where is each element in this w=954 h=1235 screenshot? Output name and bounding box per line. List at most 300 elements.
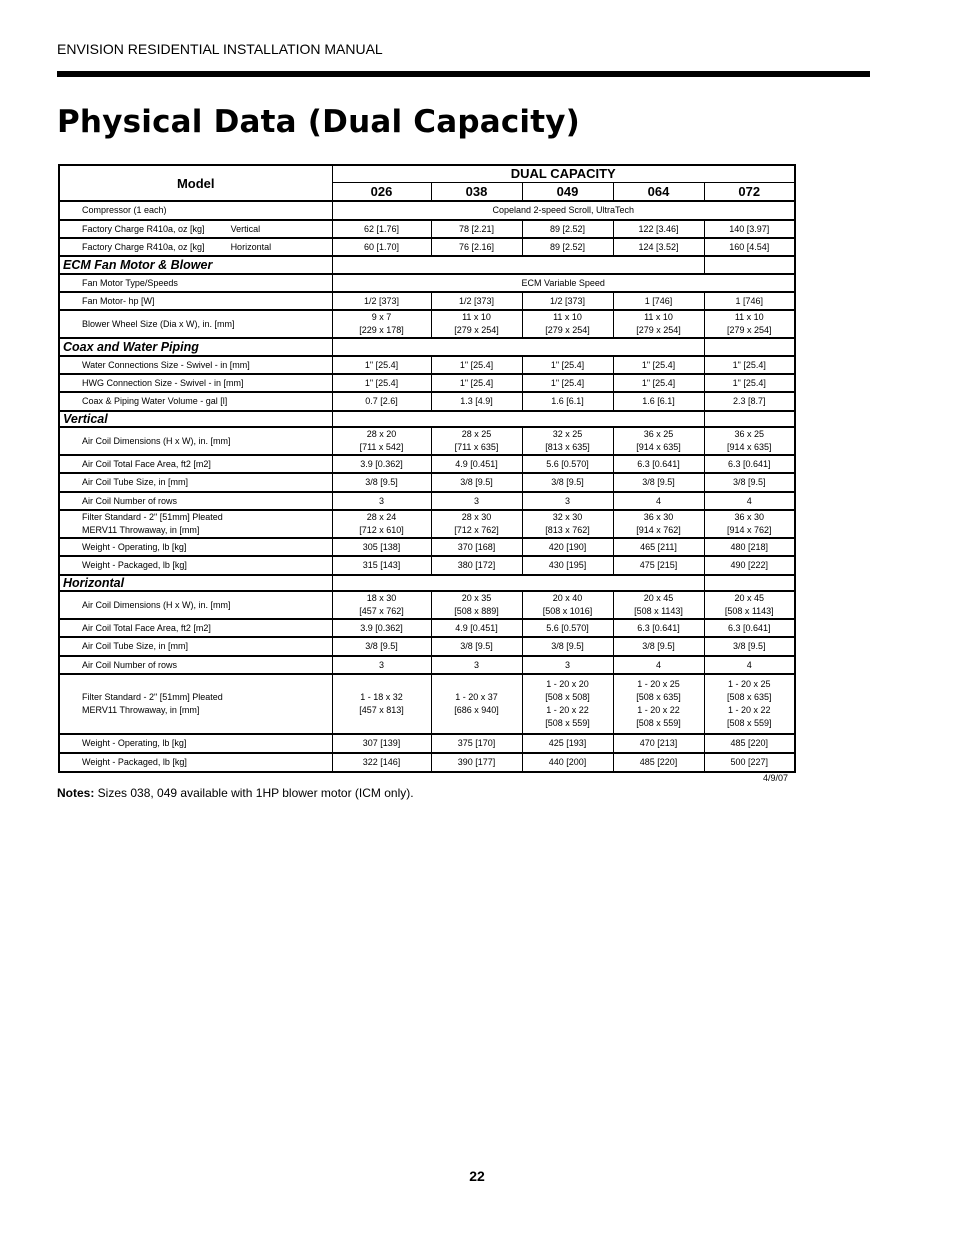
cell-line: [508 x 889] — [454, 606, 499, 616]
value-cell — [332, 591, 431, 619]
value-cell — [431, 392, 522, 411]
row-label — [59, 637, 332, 656]
cell-line: 36 x 30 — [734, 512, 765, 522]
table-row — [59, 753, 795, 772]
value-text: 430 [195] — [548, 560, 587, 570]
row-label-text: Weight - Operating, lb [kg] — [82, 738, 187, 748]
value-cell — [613, 238, 704, 256]
value-cell — [704, 753, 795, 772]
value-text: 3 — [473, 495, 479, 506]
value-cell — [704, 473, 795, 492]
value-cell — [332, 619, 431, 637]
row-label — [59, 274, 332, 292]
value-cell — [704, 492, 795, 510]
table-row — [59, 374, 795, 392]
value-cell — [332, 656, 431, 674]
cell-line: 1 - 20 x 25 — [727, 679, 771, 689]
cell-line: 11 x 10 — [734, 312, 764, 322]
value-cell — [613, 556, 704, 575]
table-row — [59, 356, 795, 374]
value-cell — [522, 753, 613, 772]
value-cell — [522, 427, 613, 455]
blank-cell — [332, 575, 704, 591]
cell-line: [508 x 635] — [636, 692, 681, 702]
cell-line: [279 x 254] — [545, 325, 590, 335]
cell-line: [712 x 610] — [359, 525, 404, 535]
value-cell — [704, 455, 795, 473]
cell-line: 20 x 40 — [552, 593, 583, 603]
value-text: 1.6 [6.1] — [551, 396, 584, 406]
value-text: 1/2 [373] — [549, 295, 586, 306]
row-label-text: Factory Charge R410a, oz [kg] — [82, 223, 205, 234]
value-cell — [431, 238, 522, 256]
value-cell — [332, 492, 431, 510]
value-text: 3.9 [0.362] — [360, 622, 403, 633]
table-row — [59, 292, 795, 310]
section-title — [59, 575, 332, 591]
value-cell — [522, 510, 613, 538]
value-cell — [613, 637, 704, 656]
value-cell — [431, 656, 522, 674]
value-cell — [704, 292, 795, 310]
value-cell — [613, 455, 704, 473]
value-cell — [332, 238, 431, 256]
cell-line: 1 - 20 x 37 — [455, 692, 498, 702]
row-label-text: Water Connections Size - Swivel - in [mm] — [82, 359, 250, 370]
table-row — [59, 492, 795, 510]
value-cell — [522, 734, 613, 753]
value-text: 4 — [746, 495, 752, 506]
value-cell — [431, 538, 522, 556]
value-text: 485 [220] — [730, 738, 769, 748]
value-cell — [332, 292, 431, 310]
value-text: 3/8 [9.5] — [642, 641, 675, 651]
table-row — [59, 734, 795, 753]
value-text: 124 [3.52] — [638, 241, 679, 252]
value-cell — [522, 538, 613, 556]
value-cell — [332, 734, 431, 753]
value-cell — [431, 619, 522, 637]
value-text: 420 [190] — [548, 541, 587, 552]
value-cell — [522, 238, 613, 256]
row-label — [59, 656, 332, 674]
cell-line: 28 x 25 — [461, 429, 492, 439]
value-text: 1" [25.4] — [364, 377, 399, 388]
value-text: 3 — [564, 495, 570, 506]
value-text: 485 [220] — [639, 757, 678, 767]
cell-line: 36 x 25 — [643, 429, 674, 439]
value-cell — [522, 392, 613, 411]
value-cell — [613, 392, 704, 411]
value-cell — [431, 591, 522, 619]
value-text: 1/2 [373] — [458, 295, 495, 306]
table-row — [59, 674, 795, 734]
value-cell — [332, 220, 431, 238]
value-cell — [613, 427, 704, 455]
table-row — [59, 238, 795, 256]
cell-line: 1 - 20 x 22 — [637, 705, 680, 715]
table-row — [59, 591, 795, 619]
value-cell — [332, 356, 431, 374]
row-label-text: Compressor (1 each) — [82, 205, 167, 215]
row-label-text: Air Coil Tube Size, in [mm] — [82, 477, 189, 487]
physical-data-table — [58, 164, 796, 773]
value-cell — [613, 356, 704, 374]
value-cell — [704, 427, 795, 455]
row-label — [59, 310, 332, 338]
cell-line: 28 x 20 — [366, 429, 397, 439]
blank-cell — [704, 411, 795, 427]
value-text: 5.6 [0.570] — [546, 458, 589, 469]
cell-line: [229 x 178] — [359, 325, 404, 335]
section-title — [59, 411, 332, 427]
value-text: 5.6 [0.570] — [546, 622, 589, 633]
row-label-text: Air Coil Total Face Area, ft2 [m2] — [82, 622, 211, 633]
value-cell — [522, 591, 613, 619]
header-rule — [57, 71, 870, 77]
value-cell — [522, 356, 613, 374]
value-text: 3 — [564, 659, 570, 670]
row-label — [59, 753, 332, 772]
table-row — [59, 427, 795, 455]
value-text: 62 [1.76] — [363, 223, 400, 234]
value-text: 390 [177] — [457, 757, 496, 767]
value-cell — [431, 292, 522, 310]
cell-line: 20 x 45 — [643, 593, 674, 603]
cell-line: MERV11 Throwaway, in [mm] — [82, 705, 200, 715]
row-label-text: Air Coil Tube Size, in [mm] — [82, 641, 189, 651]
section-row — [59, 256, 795, 274]
value-text: 375 [170] — [457, 738, 496, 748]
value-text: 60 [1.70] — [363, 241, 400, 252]
notes-label: Notes: — [57, 786, 95, 800]
value-text: 1 [746] — [644, 295, 673, 306]
cell-line: 18 x 30 — [366, 593, 397, 603]
table-row — [59, 538, 795, 556]
value-text: 4.9 [0.451] — [455, 458, 498, 469]
cell-line: [279 x 254] — [726, 325, 772, 335]
cell-line: [508 x 559] — [726, 718, 772, 728]
cell-line: MERV11 Throwaway, in [mm] — [82, 525, 200, 535]
value-text: 3/8 [9.5] — [732, 477, 766, 487]
value-cell — [522, 473, 613, 492]
value-cell — [613, 220, 704, 238]
value-text: 3/8 [9.5] — [551, 477, 584, 487]
value-cell — [431, 220, 522, 238]
value-text: 3/8 [9.5] — [460, 477, 493, 487]
value-cell — [522, 656, 613, 674]
cell-line: 36 x 30 — [643, 512, 674, 522]
value-cell — [431, 356, 522, 374]
value-text: 1" [25.4] — [641, 377, 676, 388]
running-header: ENVISION RESIDENTIAL INSTALLATION MANUAL — [57, 41, 383, 57]
physical-data-table-container — [58, 164, 794, 773]
cell-line: 9 x 7 — [371, 312, 392, 322]
value-cell — [522, 674, 613, 734]
value-text: 470 [213] — [639, 738, 678, 748]
cell-line: 32 x 25 — [552, 429, 583, 439]
value-text: 3/8 [9.5] — [551, 641, 584, 651]
cell-line: 36 x 25 — [734, 429, 765, 439]
notes — [57, 786, 414, 800]
value-cell — [522, 619, 613, 637]
value-cell — [522, 374, 613, 392]
value-text: 1.3 [4.9] — [460, 396, 493, 406]
page-title: Physical Data (Dual Capacity) — [57, 104, 581, 140]
cell-line: [457 x 813] — [359, 705, 404, 715]
value-text: 3 — [378, 495, 384, 506]
cell-line: [457 x 762] — [359, 606, 404, 616]
value-text: 160 [4.54] — [729, 241, 770, 252]
cell-line: [914 x 635] — [726, 442, 772, 452]
table-row — [59, 455, 795, 473]
value-cell — [704, 392, 795, 411]
value-cell — [431, 473, 522, 492]
table-row — [59, 201, 795, 220]
row-label — [59, 674, 332, 734]
cell-line: 11 x 10 — [644, 312, 673, 322]
value-cell — [522, 310, 613, 338]
blank-cell — [332, 338, 704, 356]
row-label-text: Weight - Packaged, lb [kg] — [82, 757, 187, 767]
notes-text: Sizes 038, 049 available with 1HP blower motor (ICM only). — [94, 786, 414, 800]
cell-line: [279 x 254] — [636, 325, 681, 335]
value-cell — [332, 674, 431, 734]
cell-line: [914 x 762] — [726, 525, 772, 535]
row-label — [59, 510, 332, 538]
row-label — [59, 591, 332, 619]
row-label — [59, 492, 332, 510]
value-cell — [704, 538, 795, 556]
value-text: 122 [3.46] — [638, 223, 679, 234]
value-cell — [613, 674, 704, 734]
cell-line: 20 x 45 — [734, 593, 765, 603]
value-text: 6.3 [0.641] — [637, 458, 680, 469]
value-cell — [613, 510, 704, 538]
value-cell — [332, 374, 431, 392]
table-row — [59, 656, 795, 674]
value-text: 3/8 [9.5] — [732, 641, 766, 651]
value-cell — [613, 492, 704, 510]
row-label-text: Air Coil Dimensions (H x W), in. [mm] — [82, 599, 231, 610]
value-text: 3/8 [9.5] — [460, 641, 493, 651]
cell-line: 1 - 20 x 20 — [546, 679, 589, 689]
value-cell — [332, 510, 431, 538]
cell-line: 32 x 30 — [552, 512, 583, 522]
value-cell — [613, 310, 704, 338]
section-title — [59, 256, 332, 274]
value-text: 3 — [473, 659, 479, 670]
row-label — [59, 619, 332, 637]
value-cell — [704, 619, 795, 637]
model-column-header — [332, 182, 431, 201]
row-label — [59, 292, 332, 310]
value-cell — [431, 455, 522, 473]
value-cell — [613, 734, 704, 753]
value-text: 6.3 [0.641] — [637, 622, 680, 633]
value-text: 322 [146] — [362, 757, 401, 767]
row-label-text: Coax & Piping Water Volume - gal [l] — [82, 396, 228, 406]
value-cell — [431, 427, 522, 455]
value-text: 3/8 [9.5] — [365, 477, 398, 487]
section-title-text: Coax and Water Piping — [63, 339, 199, 354]
value-cell — [704, 238, 795, 256]
row-label — [59, 556, 332, 575]
value-text: 1 [746] — [735, 295, 764, 306]
section-title-text: Vertical — [63, 411, 108, 426]
group-header — [332, 165, 795, 182]
value-cell — [431, 734, 522, 753]
value-cell — [704, 556, 795, 575]
row-label — [59, 473, 332, 492]
row-label-text: Air Coil Total Face Area, ft2 [m2] — [82, 458, 211, 469]
group-header-text: DUAL CAPACITY — [510, 166, 616, 182]
header-row — [59, 165, 795, 182]
value-cell — [332, 392, 431, 411]
cell-line: [914 x 762] — [636, 525, 681, 535]
value-text: 305 [138] — [362, 541, 401, 552]
spanned-value-cell — [332, 201, 795, 220]
value-text: 4 — [655, 495, 661, 506]
row-label-text: Fan Motor- hp [W] — [82, 295, 155, 306]
blank-cell — [704, 575, 795, 591]
value-cell — [431, 510, 522, 538]
row-label-text: HWG Connection Size - Swivel - in [mm] — [82, 377, 244, 388]
cell-line: 1 - 18 x 32 — [360, 692, 403, 702]
value-text: 89 [2.52] — [549, 223, 586, 234]
row-label — [59, 374, 332, 392]
value-text: 307 [139] — [362, 738, 401, 748]
value-text: 475 [215] — [639, 560, 678, 570]
section-row — [59, 575, 795, 591]
table-row — [59, 392, 795, 411]
value-cell — [704, 356, 795, 374]
value-text: 380 [172] — [457, 560, 496, 570]
value-text: 1" [25.4] — [732, 377, 766, 388]
cell-line: [914 x 635] — [636, 442, 681, 452]
value-cell — [613, 591, 704, 619]
model-column-header — [522, 182, 613, 201]
row-label-text: Air Coil Number of rows — [82, 495, 178, 506]
row-label — [59, 538, 332, 556]
value-text: 2.3 [8.7] — [732, 396, 766, 406]
value-text: 3/8 [9.5] — [365, 641, 398, 651]
value-text: 370 [168] — [457, 541, 496, 552]
cell-line: [508 x 1016] — [542, 606, 593, 616]
value-text: ECM Variable Speed — [521, 277, 605, 288]
value-text: 1" [25.4] — [550, 359, 585, 370]
value-text: 465 [211] — [640, 541, 677, 552]
value-text: 315 [143] — [362, 560, 401, 570]
cell-line: 28 x 30 — [461, 512, 492, 522]
value-cell — [704, 310, 795, 338]
table-row — [59, 274, 795, 292]
model-number: 049 — [556, 183, 579, 199]
revision-date: 4/9/07 — [762, 773, 788, 783]
value-text: 6.3 [0.641] — [727, 622, 771, 633]
value-cell — [704, 374, 795, 392]
value-cell — [431, 753, 522, 772]
row-label-text: Air Coil Dimensions (H x W), in. [mm] — [82, 435, 231, 446]
value-cell — [613, 619, 704, 637]
blank-cell — [704, 338, 795, 356]
spanned-value-cell — [332, 274, 795, 292]
model-number: 026 — [370, 183, 393, 199]
cell-line: [813 x 635] — [545, 442, 590, 452]
value-cell — [332, 556, 431, 575]
value-cell — [704, 220, 795, 238]
model-header — [59, 165, 332, 201]
model-number: 038 — [465, 183, 488, 199]
model-column-header — [431, 182, 522, 201]
value-cell — [431, 556, 522, 575]
row-label-text: Fan Motor Type/Speeds — [82, 277, 178, 288]
row-label — [59, 734, 332, 753]
value-text: 6.3 [0.641] — [727, 458, 771, 469]
blank-cell — [332, 411, 704, 427]
value-text: 440 [200] — [548, 757, 587, 767]
value-cell — [431, 310, 522, 338]
value-cell — [332, 310, 431, 338]
row-label — [59, 220, 332, 238]
row-sublabel: Vertical — [230, 223, 261, 234]
value-text: 500 [227] — [730, 757, 769, 767]
value-cell — [332, 753, 431, 772]
row-label — [59, 455, 332, 473]
section-title-text: Horizontal — [63, 575, 125, 590]
row-label — [59, 392, 332, 411]
value-cell — [704, 510, 795, 538]
value-cell — [431, 637, 522, 656]
page-number: 22 — [469, 1168, 485, 1184]
value-text: 1" [25.4] — [364, 359, 399, 370]
model-column-header — [704, 182, 795, 201]
value-text: 3/8 [9.5] — [642, 477, 675, 487]
blank-cell — [704, 256, 795, 274]
section-row — [59, 411, 795, 427]
value-cell — [522, 556, 613, 575]
value-text: 4 — [746, 659, 752, 670]
value-text: 490 [222] — [730, 560, 769, 570]
value-cell — [704, 637, 795, 656]
value-text: 89 [2.52] — [549, 241, 586, 252]
value-cell — [332, 538, 431, 556]
row-label-text: Weight - Packaged, lb [kg] — [82, 560, 187, 570]
value-cell — [332, 637, 431, 656]
section-title-text: ECM Fan Motor & Blower — [63, 257, 213, 272]
value-cell — [522, 455, 613, 473]
value-text: 78 [2.21] — [458, 223, 495, 234]
value-text: Copeland 2-speed Scroll, UltraTech — [492, 205, 635, 215]
table-row — [59, 220, 795, 238]
value-cell — [613, 473, 704, 492]
row-label-text: Blower Wheel Size (Dia x W), in. [mm] — [82, 318, 235, 329]
cell-line: Filter Standard - 2" [51mm] Pleated — [82, 512, 223, 522]
value-text: 4.9 [0.451] — [455, 622, 498, 633]
model-column-header — [613, 182, 704, 201]
row-label — [59, 201, 332, 220]
row-label-text: Factory Charge R410a, oz [kg] — [82, 241, 205, 252]
cell-line: [686 x 940] — [454, 705, 499, 715]
row-label-text: Air Coil Number of rows — [82, 659, 178, 670]
cell-line: [508 x 559] — [545, 718, 590, 728]
cell-line: [711 x 542] — [359, 442, 404, 452]
value-text: 140 [3.97] — [729, 223, 770, 234]
value-text: 425 [193] — [548, 738, 587, 748]
cell-line: 11 x 10 — [553, 312, 582, 322]
value-cell — [613, 538, 704, 556]
cell-line: [279 x 254] — [454, 325, 499, 335]
